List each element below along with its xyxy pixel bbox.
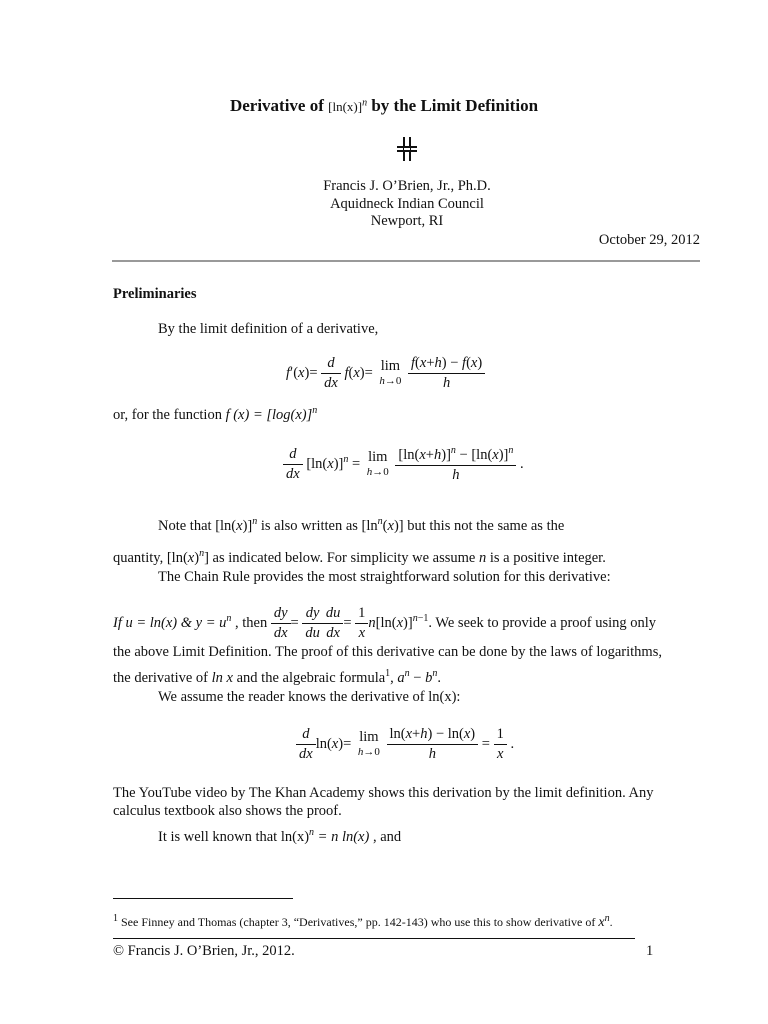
known-text-d: , and — [369, 828, 402, 845]
function-expression: f (x) = [log(x)] — [225, 406, 313, 423]
page-title — [0, 96, 768, 116]
note-text-c: but this not the same as the — [403, 517, 565, 534]
title-expression — [328, 99, 367, 114]
page-number: 1 — [646, 943, 654, 959]
quantity-text-d: is a positive integer. — [486, 549, 606, 566]
known-lnx: ln(x) — [280, 828, 310, 845]
equation-ln-derivative: $\frac{d}{dx}$ ln(x)= lim h→0 $\frac{\ln(x+h) - \ln(x)}{h}$ = $\frac{1}{x}$ . — [296, 726, 514, 763]
algebra-text-a: the derivative of — [113, 669, 212, 686]
function-intro: or, for the function — [113, 406, 226, 423]
algebra-lnx: ln x — [211, 669, 233, 686]
header-divider — [112, 260, 700, 262]
paragraph-function: or, for the function f $(x) = [\log(x)]^n$ — [113, 405, 318, 423]
paragraph-proof-scope: the above Limit Definition. The proof of this derivative can be done by the laws of logarithms, — [113, 644, 662, 660]
title-text-before: Derivative of — [229, 96, 329, 115]
paragraph-chain-rule: The Chain Rule provides the most straightforward solution for this derivative: — [158, 569, 611, 585]
footnote-divider — [113, 898, 293, 899]
chain-text-a: If u = ln(x) & y = u — [113, 614, 227, 631]
footnote-body: See Finney and Thomas (chapter 3, “Derivatives,” pp. 142-143) who use this to show derivative of — [118, 915, 599, 929]
chain-text-c: . We seek to provide a proof using only — [428, 614, 657, 631]
reader-lnx: ln(x) — [428, 689, 457, 705]
paragraph-chain-rule-formula: If u = ln(x) & $y = u^n$ , then $\frac{dy}{dx}$ = $\frac{dy}{du}$ $\frac{du}{dx}$ = $\frac{1}{x}$ $n[\ln(x)]^{n-1}$. We seek to provide a proof using only — [113, 605, 657, 641]
reader-text-c: : — [456, 689, 461, 705]
section-heading: Preliminaries — [113, 286, 197, 302]
chain-text-b: , then — [231, 614, 271, 631]
footnote-mark: 1 — [113, 913, 118, 924]
equation-derivative-definition: f′(x)= $\frac{d}{dx}$ f(x)= lim h→0 $\frac{f(x+h) - f(x)}{h}$ — [286, 355, 485, 392]
title-exponent: n — [362, 97, 368, 109]
author-organization: Aquidneck Indian Council — [330, 196, 484, 212]
paragraph-limit-intro: By the limit definition of a derivative, — [158, 321, 379, 337]
paragraph-quantity: quantity, $[\ln(x)^n]$ as indicated below. For simplicity we assume n is a positive integer. — [113, 548, 606, 566]
quantity-text-b: as indicated below. For simplicity we assume — [208, 549, 479, 566]
footnote-text: $^1$ See Finney and Thomas (chapter 3, “Derivatives,” pp. 142-143) who use this to show derivative of $x^n$. — [113, 913, 613, 930]
known-text-c: = n ln(x) — [314, 828, 370, 845]
algebra-text-d: , — [390, 669, 398, 686]
author-name: Francis J. O’Brien, Jr., Ph.D. — [323, 178, 491, 194]
footer-divider — [113, 938, 635, 939]
note-text-b: is also written as — [257, 517, 362, 534]
algebra-text-c: and the algebraic formula — [232, 669, 386, 686]
paragraph-well-known: It is well known that $\ln(x)^n = n$ ln(x) , and — [158, 827, 402, 845]
document-date: October 29, 2012 — [598, 232, 700, 248]
paragraph-algebraic-formula: the derivative of ln x and the algebraic formula$^1$, $a^n - b^n$. — [113, 668, 441, 686]
paragraph-reader-knows — [158, 689, 460, 706]
quantity-n: n — [478, 549, 487, 566]
note-text-a: Note that — [158, 517, 216, 534]
footnote-ref: 1 — [385, 668, 391, 679]
author-place: Newport, RI — [370, 213, 444, 229]
council-logo-icon — [397, 137, 417, 161]
paragraph-textbook: calculus textbook also shows the proof. — [113, 803, 342, 819]
known-text-a: It is well known that — [158, 828, 281, 845]
paragraph-youtube: The YouTube video by The Khan Academy shows this derivation by the limit definition. Any — [113, 785, 654, 801]
quantity-text-a: quantity, — [113, 549, 167, 566]
paragraph-note: Note that $[\ln(x)]^n$ is also written as $[\ln^n(x)]$ but this not the same as the — [158, 516, 565, 534]
title-expr: [ln(x)] — [328, 99, 363, 114]
equation-ln-power-limit: $\frac{d}{dx}$ $[\ln(x)]^n = \lim$ h→0 $\frac{[\ln(x+h)]^n - [\ln(x)]^n}{h}$ . — [283, 445, 524, 484]
title-text-after: by the Limit Definition — [367, 96, 539, 115]
footer-copyright: © Francis J. O’Brien, Jr., 2012. — [113, 943, 295, 959]
reader-text-a: We assume the reader knows the derivative of — [158, 689, 429, 705]
